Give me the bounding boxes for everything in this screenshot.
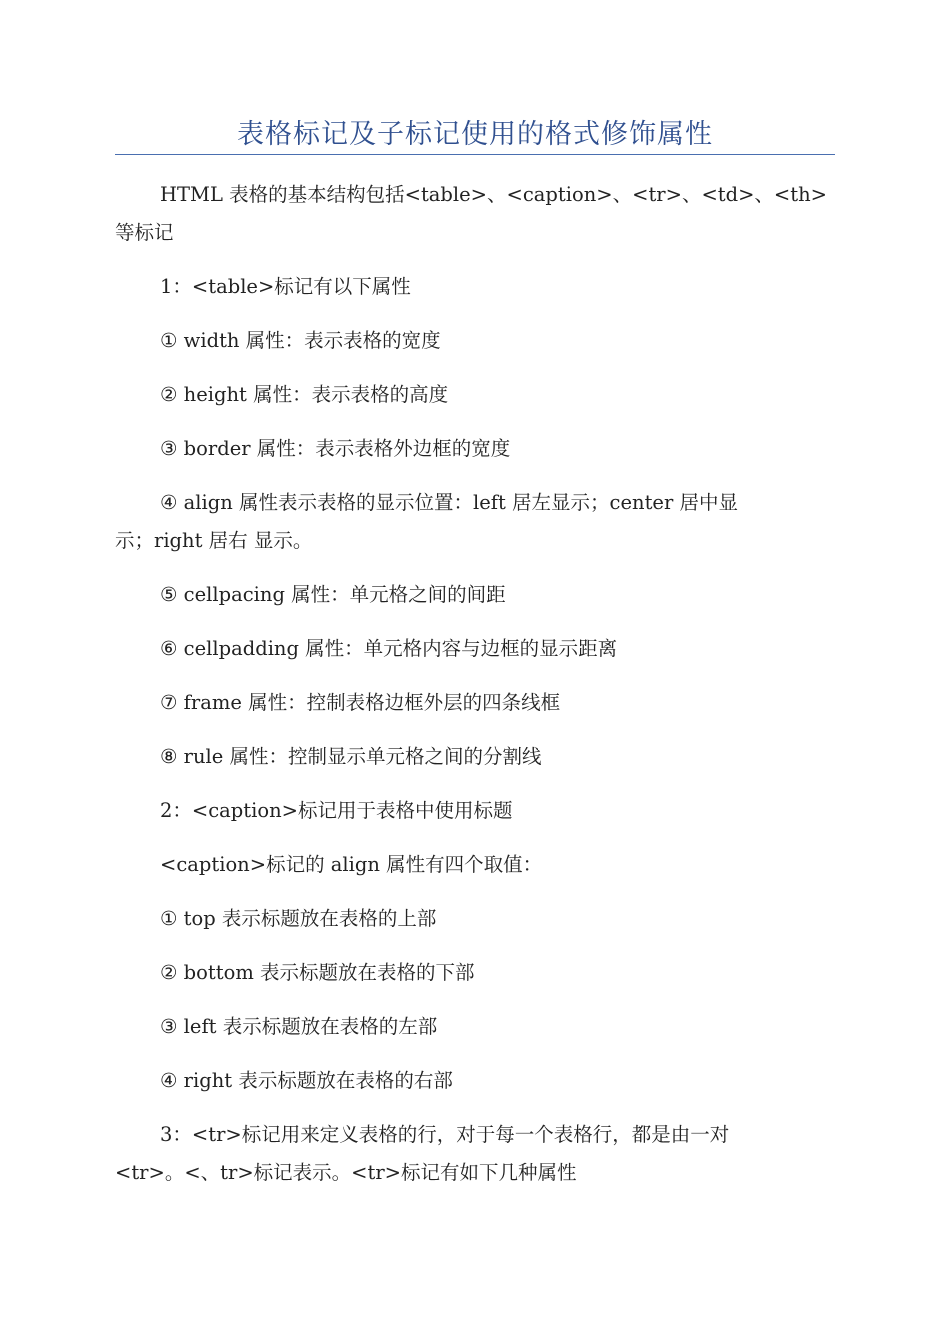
list-item-left: ③ left 表示标题放在表格的左部 — [160, 1015, 438, 1038]
intro-paragraph — [115, 176, 827, 252]
list-item-width: ① width 属性：表示表格的宽度 — [160, 329, 441, 352]
caption-heading: 2：<caption>标记用于表格中使用标题 — [160, 799, 513, 822]
tr-line-1: 3：<tr>标记用来定义表格的行，对于每一个表格行，都是由一对 — [160, 1123, 730, 1146]
list-item-height: ② height 属性：表示表格的高度 — [160, 383, 449, 406]
intro-line-2: 等标记 — [115, 221, 174, 244]
list-item-align — [115, 484, 827, 560]
list-item-bottom: ② bottom 表示标题放在表格的下部 — [160, 961, 475, 984]
list-item-cellpacing: ⑤ cellpacing 属性：单元格之间的间距 — [160, 583, 506, 606]
list-item-frame: ⑦ frame 属性：控制表格边框外层的四条线框 — [160, 691, 561, 714]
document-title: 表格标记及子标记使用的格式修饰属性 — [237, 119, 713, 150]
list-item-right: ④ right 表示标题放在表格的右部 — [160, 1069, 453, 1092]
tr-paragraph — [115, 1116, 827, 1192]
intro-line-1: HTML 表格的基本结构包括<table>、<caption>、<tr>、<td>、<th> — [160, 183, 828, 206]
caption-align-intro: <caption>标记的 align 属性有四个取值： — [160, 853, 543, 876]
tr-line-2: <tr>。<、tr>标记表示。<tr>标记有如下几种属性 — [115, 1161, 577, 1184]
align-line-2: 示；right 居右 显示。 — [115, 529, 313, 552]
align-line-1: ④ align 属性表示表格的显示位置：left 居左显示；center 居中显 — [160, 491, 738, 514]
table-attributes-heading: 1：<table>标记有以下属性 — [160, 275, 411, 298]
list-item-border: ③ border 属性：表示表格外边框的宽度 — [160, 437, 511, 460]
list-item-cellpadding: ⑥ cellpadding 属性：单元格内容与边框的显示距离 — [160, 637, 618, 660]
list-item-rule: ⑧ rule 属性：控制显示单元格之间的分割线 — [160, 745, 542, 768]
title-underline — [115, 154, 835, 155]
list-item-top: ① top 表示标题放在表格的上部 — [160, 907, 437, 930]
